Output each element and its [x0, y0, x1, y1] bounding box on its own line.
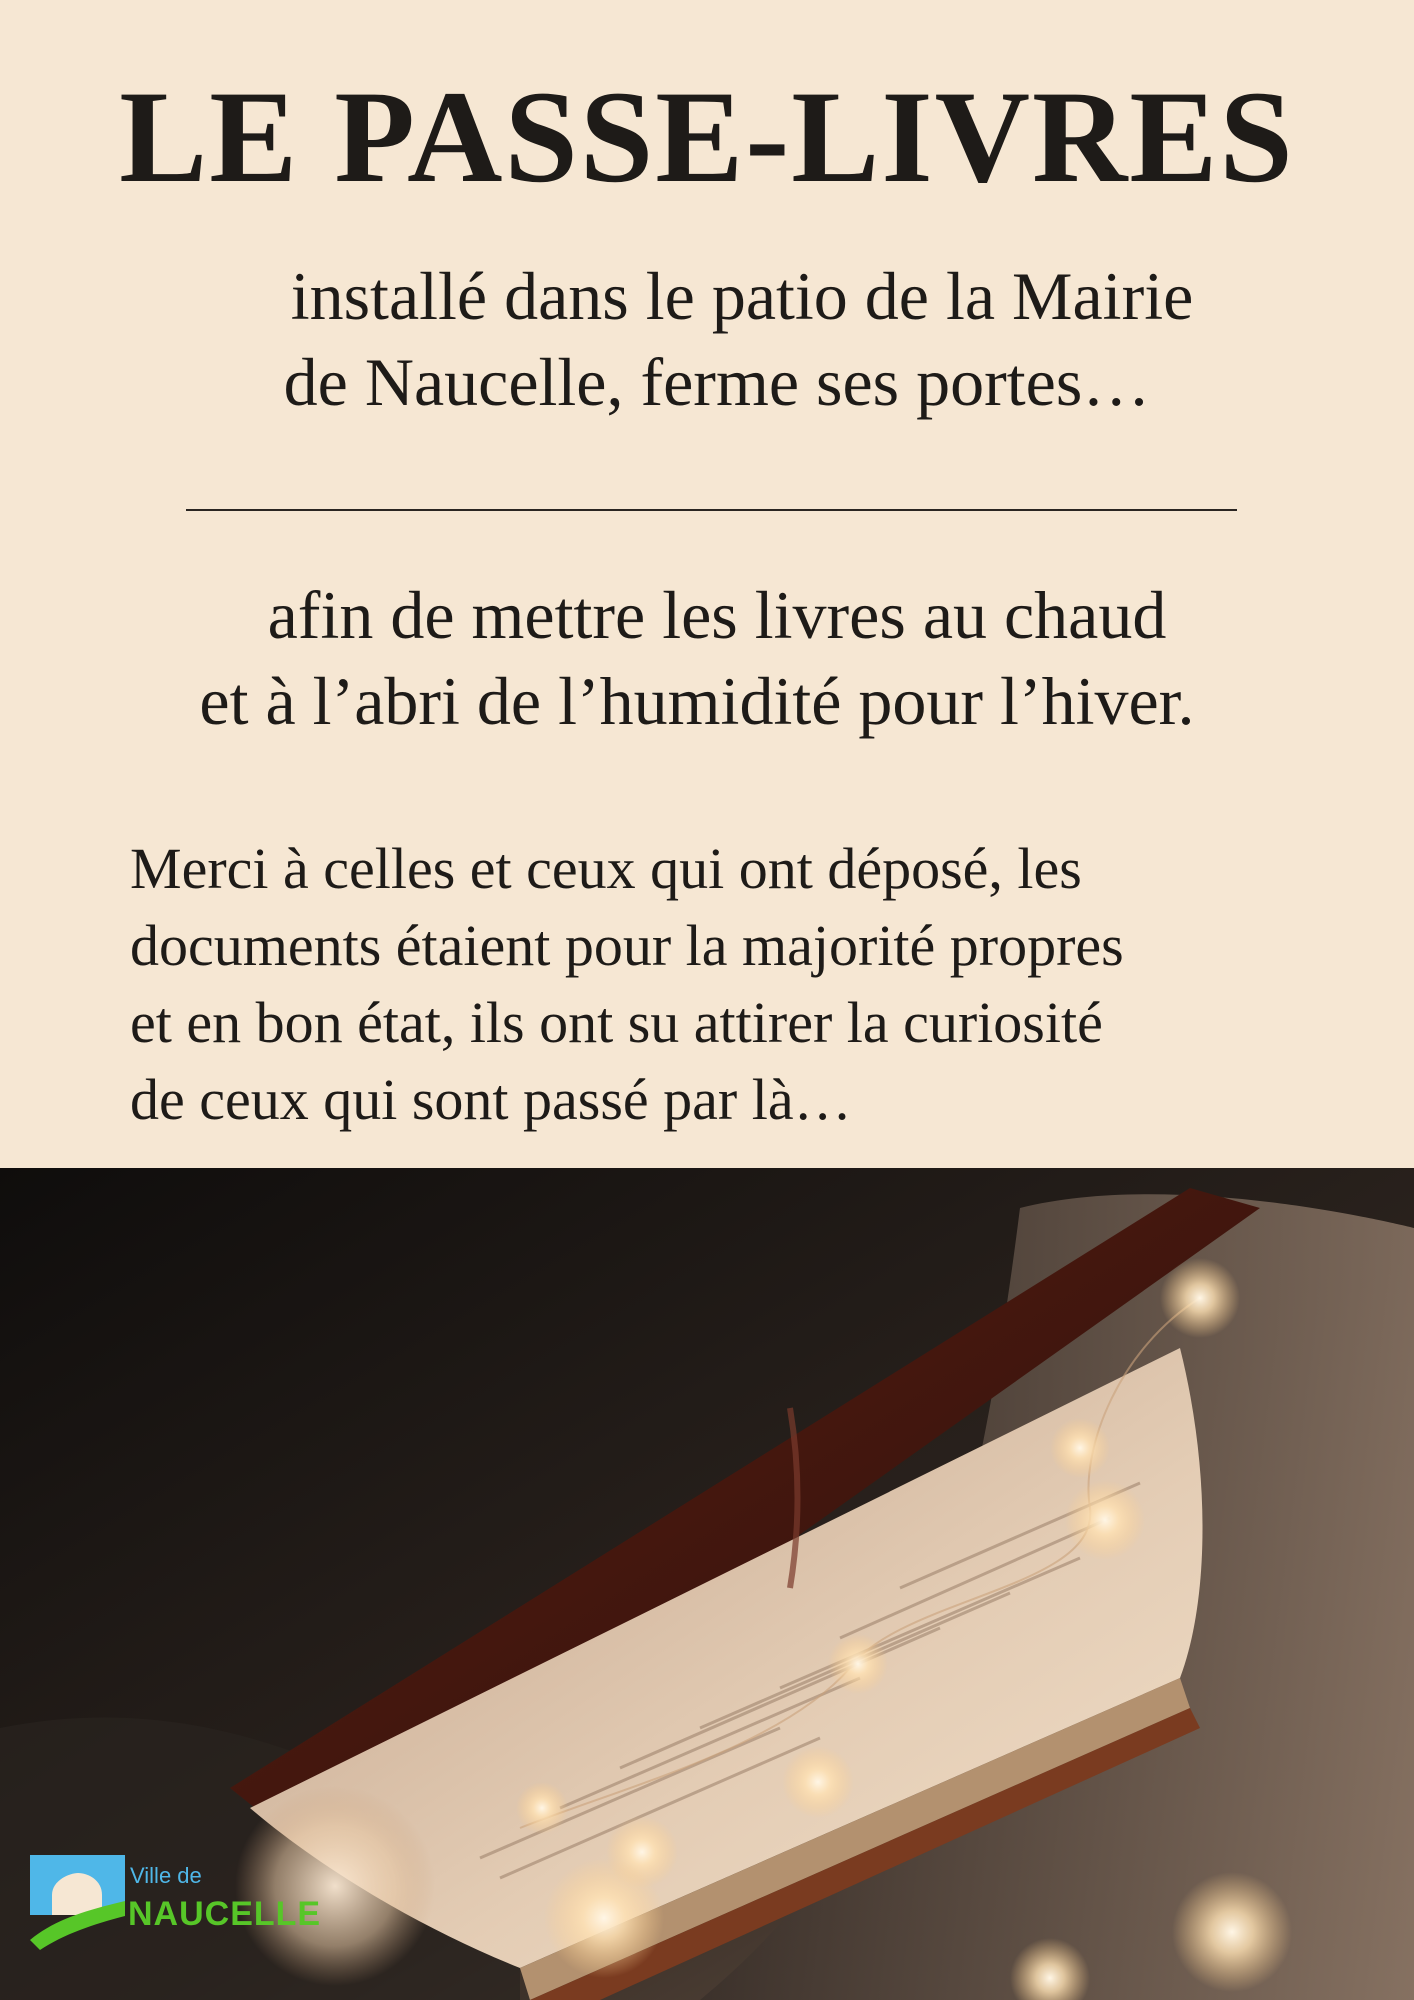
fairy-light — [1160, 1258, 1240, 1338]
naucelle-logo — [30, 1855, 370, 1960]
subtitle-line-2: de Naucelle, ferme ses portes… — [283, 344, 1151, 420]
divider — [186, 509, 1237, 511]
reason-text — [0, 572, 1414, 744]
subtitle — [0, 253, 1414, 425]
naucelle-logo-icon — [30, 1855, 125, 1950]
fairy-light — [828, 1634, 888, 1694]
fairy-light — [782, 1746, 854, 1818]
thanks-paragraph — [130, 830, 1390, 1138]
thanks-line-4: de ceux qui sont passé par là… — [130, 1067, 852, 1132]
fairy-light — [1172, 1872, 1292, 1992]
fairy-light — [516, 1782, 568, 1834]
fairy-light — [544, 1858, 664, 1978]
fairy-light — [1065, 1480, 1145, 1560]
poster-title: LE PASSE-LIVRES — [119, 63, 1295, 210]
reason-line-1: afin de mettre les livres au chaud — [267, 577, 1167, 653]
subtitle-line-1: installé dans le patio de la Mairie — [290, 258, 1194, 334]
thanks-line-3: et en bon état, ils ont su attirer la curiosité — [130, 990, 1103, 1055]
logo-big-text: NAUCELLE — [128, 1895, 322, 1933]
logo-small-text: Ville de — [130, 1863, 202, 1888]
thanks-line-1: Merci à celles et ceux qui ont déposé, les — [130, 836, 1082, 901]
thanks-line-2: documents étaient pour la majorité propres — [130, 913, 1124, 978]
reason-line-2: et à l’abri de l’humidité pour l’hiver. — [199, 663, 1195, 739]
fairy-light — [1050, 1418, 1110, 1478]
